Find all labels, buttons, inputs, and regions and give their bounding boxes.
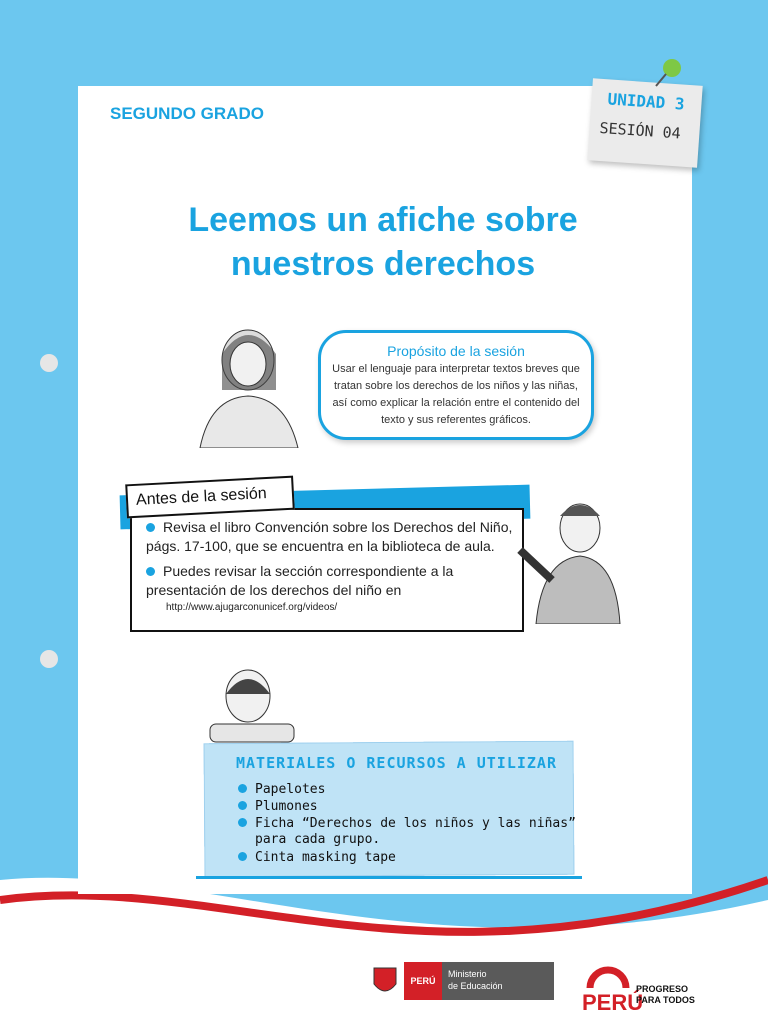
materials-item-1: Papelotes	[238, 782, 325, 797]
before-item-1: Revisa el libro Convención sobre los Derechos del Niño, págs. 17-100, que se encuentra en la biblioteca de aula.	[146, 519, 513, 554]
unit-label: UNIDAD 3	[606, 89, 686, 114]
child-illustration	[206, 664, 298, 746]
bullet-icon	[146, 523, 155, 532]
before-url: http://www.ajugarconunicef.org/videos/	[166, 602, 338, 613]
peru-arc-icon	[584, 960, 632, 988]
pushpin-icon	[652, 56, 686, 90]
grade-label: SEGUNDO GRADO	[110, 104, 264, 123]
binder-hole-top	[40, 354, 58, 372]
materials-item-4: Cinta masking tape	[238, 850, 396, 865]
unit-session-note	[587, 78, 702, 167]
binder-hole-bottom	[40, 650, 58, 668]
materials-item-3: Ficha “Derechos de los niños y las niñas”	[238, 816, 576, 831]
purpose-title: Propósito de la sesión	[387, 343, 525, 359]
bullet-icon	[146, 567, 155, 576]
materials-underline	[196, 876, 582, 879]
materials-title: MATERIALES O RECURSOS A UTILIZAR	[236, 754, 557, 772]
bullet-icon	[238, 852, 247, 861]
teacher-illustration	[516, 494, 622, 624]
purpose-body: Usar el lenguaje para interpretar textos breves que tratan sobre los derechos de los niños y las niñas, así como explicar la relación entre el contenido del texto y sus referentes gráficos.	[332, 363, 580, 426]
title-line-1: Leemos un afiche sobre	[188, 201, 578, 239]
peru-brand: PERÚ	[582, 990, 644, 1015]
page-title	[100, 198, 666, 286]
girl-illustration	[190, 318, 310, 448]
materials-item-2: Plumones	[238, 799, 318, 814]
coat-of-arms-icon	[370, 964, 400, 1000]
peru-badge: PERÚ	[404, 962, 442, 1000]
bullet-icon	[238, 818, 247, 827]
ministry-text: Ministerio de Educación	[448, 969, 503, 991]
session-label: SESIÓN 04	[598, 118, 682, 143]
bullet-icon	[238, 801, 247, 810]
progreso-tagline: PROGRESO PARA TODOS	[636, 984, 695, 1005]
materials-item-3-cont: para cada grupo.	[255, 832, 381, 847]
title-line-2: nuestros derechos	[230, 245, 536, 283]
purpose-bubble	[318, 330, 594, 440]
bullet-icon	[238, 784, 247, 793]
before-item-2: Puedes revisar la sección correspondiente a la presentación de los derechos del niño en	[146, 563, 454, 598]
before-label: Antes de la sesión	[125, 476, 295, 519]
